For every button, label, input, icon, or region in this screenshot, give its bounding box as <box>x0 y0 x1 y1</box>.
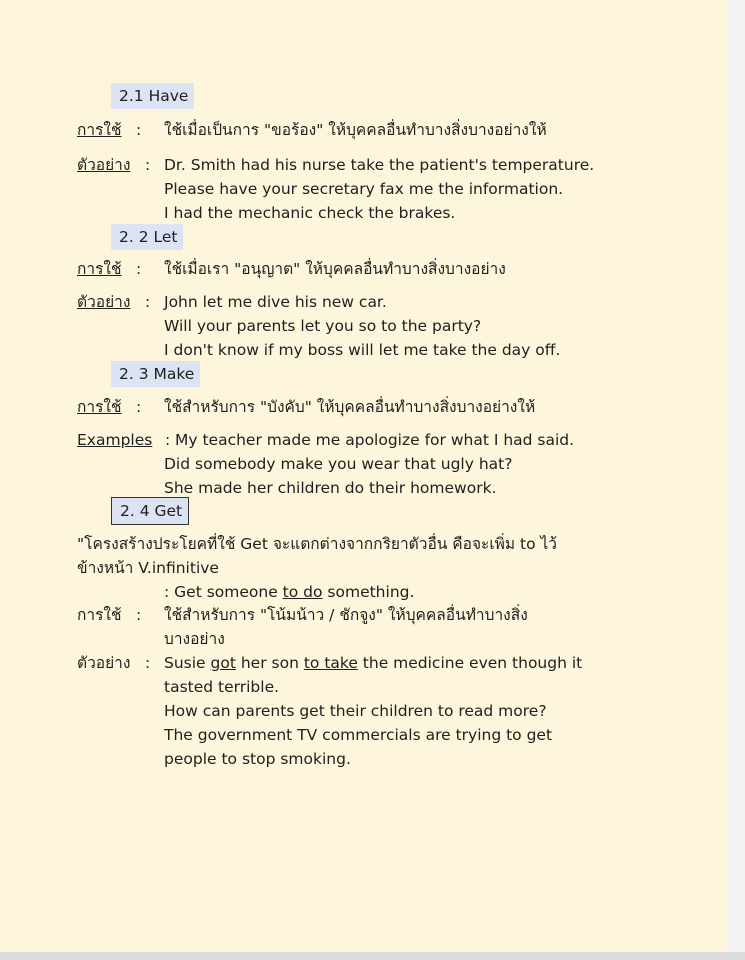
structure-suffix: something. <box>322 583 415 601</box>
let-usage-colon: : <box>136 260 142 278</box>
get-usage-text-1: ใช้สำหรับการ "โน้มน้าว / ชักจูง" ให้บุคคลอื่นทำบางสิ่ง <box>164 606 528 624</box>
have-usage-label <box>77 119 122 141</box>
get-usage-colon: : <box>136 606 142 624</box>
example-label: ตัวอย่าง <box>77 293 131 311</box>
get-structure <box>164 581 414 603</box>
let-example-3: I don't know if my boss will let me take the day off. <box>164 341 561 359</box>
make-example-colon: : <box>165 431 171 449</box>
have-example-3: I had the mechanic check the brakes. <box>164 204 456 222</box>
let-example-1: John let me dive his new car. <box>164 293 387 311</box>
make-example-label <box>77 429 152 451</box>
get-example-3-line-1: The government TV commercials are trying to get <box>164 726 553 744</box>
example1-got: got <box>210 654 236 672</box>
make-example-3: She made her children do their homework. <box>164 479 497 497</box>
have-example-colon: : <box>145 156 151 174</box>
usage-label: การใช้ <box>77 398 122 416</box>
page-bottom-edge <box>0 952 745 960</box>
usage-label: การใช้ <box>77 260 122 278</box>
have-example-label <box>77 154 130 176</box>
get-intro-line-2: ข้างหน้า V.infinitive <box>77 559 219 577</box>
get-example-1 <box>164 652 582 674</box>
get-intro-line-1: "โครงสร้างประโยคที่ใช้ Get จะแตกต่างจากกริยาตัวอื่น คือจะเพิ่ม to ไว้ <box>77 535 558 553</box>
get-example-1-line-2: tasted terrible. <box>164 678 280 696</box>
page-edge <box>728 0 745 960</box>
example1-part3: the medicine even though it <box>357 654 583 672</box>
let-example-colon: : <box>145 293 151 311</box>
structure-prefix: : Get someone <box>164 583 283 601</box>
make-usage-label <box>77 396 122 418</box>
heading-have: 2.1 Have <box>111 83 194 109</box>
example1-to-take: to take <box>303 654 358 672</box>
get-example-label: ตัวอย่าง <box>77 654 131 672</box>
let-example-label <box>77 291 130 313</box>
heading-let: 2. 2 Let <box>111 224 183 250</box>
let-usage-label <box>77 258 122 280</box>
get-example-2: How can parents get their children to read more? <box>164 702 547 720</box>
make-example-1: My teacher made me apologize for what I had said. <box>175 431 575 449</box>
example-label: Examples <box>77 431 153 449</box>
have-example-2: Please have your secretary fax me the information. <box>164 180 564 198</box>
get-example-colon: : <box>145 654 151 672</box>
usage-label: การใช้ <box>77 121 122 139</box>
make-usage-colon: : <box>136 398 142 416</box>
make-usage-text: ใช้สำหรับการ "บังคับ" ให้บุคคลอื่นทำบางสิ่งบางอย่างให้ <box>164 398 536 416</box>
make-example-2: Did somebody make you wear that ugly hat? <box>164 455 513 473</box>
let-example-2: Will your parents let you so to the party? <box>164 317 482 335</box>
have-usage-colon: : <box>136 121 142 139</box>
let-usage-text: ใช้เมื่อเรา "อนุญาต" ให้บุคคลอื่นทำบางสิ่งบางอย่าง <box>164 260 506 278</box>
get-usage-label: การใช้ <box>77 606 122 624</box>
have-usage-text: ใช้เมื่อเป็นการ "ขอร้อง" ให้บุคคลอื่นทำบางสิ่งบางอย่างให้ <box>164 121 547 139</box>
heading-get: 2. 4 Get <box>111 497 189 525</box>
have-example-1: Dr. Smith had his nurse take the patient's temperature. <box>164 156 595 174</box>
get-example-3-line-2: people to stop smoking. <box>164 750 351 768</box>
example1-part2: her son <box>235 654 304 672</box>
example1-part1: Susie <box>164 654 211 672</box>
structure-underlined: to do <box>282 583 323 601</box>
heading-make: 2. 3 Make <box>111 361 200 387</box>
example-label: ตัวอย่าง <box>77 156 131 174</box>
get-usage-text-2: บางอย่าง <box>164 630 225 648</box>
